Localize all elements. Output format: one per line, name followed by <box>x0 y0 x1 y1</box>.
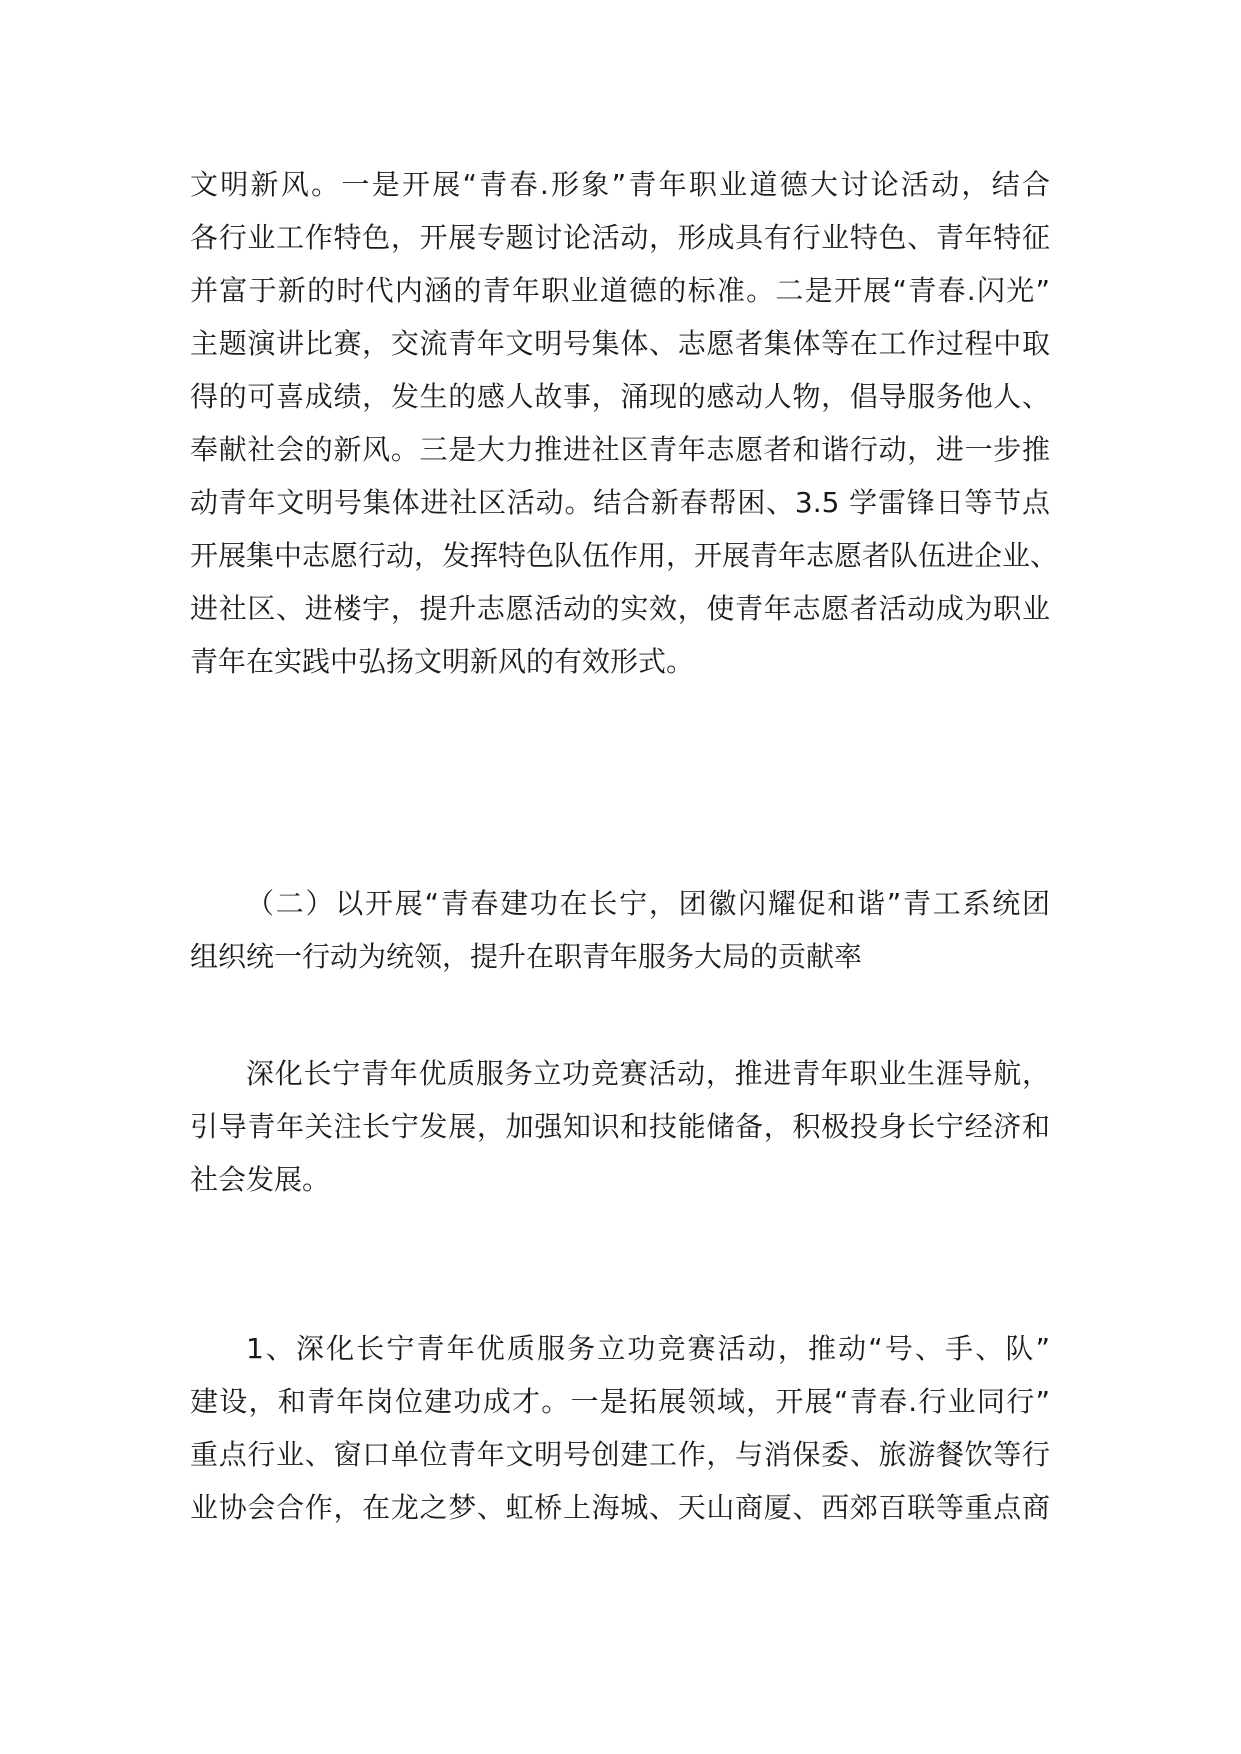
text-line: 开展集中志愿行动，发挥特色队伍作用，开展青年志愿者队伍进企业、 <box>190 539 1059 572</box>
text-line: 1、深化长宁青年优质服务立功竞赛活动，推动“号、手、队” <box>246 1332 1050 1365</box>
text-line: 组织统一行动为统领，提升在职青年服务大局的贡献率 <box>190 940 863 973</box>
paragraph-item-1 <box>190 1322 1050 1534</box>
text-line: 业协会合作，在龙之梦、虹桥上海城、天山商厦、西郊百联等重点商 <box>190 1491 1050 1524</box>
text-line: 文明新风。一是开展“青春.形象”青年职业道德大讨论活动，结合 <box>190 168 1050 201</box>
text-line: 并富于新的时代内涵的青年职业道德的标准。二是开展“青春.闪光” <box>190 274 1050 307</box>
text-line: 青年在实践中弘扬文明新风的有效形式。 <box>190 645 695 678</box>
text-line: 进社区、进楼宇，提升志愿活动的实效，使青年志愿者活动成为职业 <box>190 592 1050 625</box>
paragraph-service-competition <box>190 1047 1050 1206</box>
text-line: 各行业工作特色，开展专题讨论活动，形成具有行业特色、青年特征 <box>190 221 1050 254</box>
text-line: 引导青年关注长宁发展，加强知识和技能储备，积极投身长宁经济和 <box>190 1110 1050 1143</box>
text-line: 社会发展。 <box>190 1163 331 1196</box>
text-line: 重点行业、窗口单位青年文明号创建工作，与消保委、旅游餐饮等行 <box>190 1438 1050 1471</box>
paragraph-volunteer-activities <box>190 158 1059 688</box>
text-line: 主题演讲比赛，交流青年文明号集体、志愿者集体等在工作过程中取 <box>190 327 1050 360</box>
text-line: 得的可喜成绩，发生的感人故事，涌现的感动人物，倡导服务他人、 <box>190 380 1050 413</box>
text-line: 深化长宁青年优质服务立功竞赛活动，推进青年职业生涯导航， <box>246 1057 1050 1090</box>
text-line: 奉献社会的新风。三是大力推进社区青年志愿者和谐行动，进一步推 <box>190 433 1050 466</box>
text-line: 动青年文明号集体进社区活动。结合新春帮困、3.5 学雷锋日等节点 <box>190 486 1050 519</box>
text-line: （二）以开展“青春建功在长宁，团徽闪耀促和谐”青工系统团 <box>246 887 1050 920</box>
text-line: 建设，和青年岗位建功成才。一是拓展领域，开展“青春.行业同行” <box>190 1385 1050 1418</box>
section-heading-2 <box>190 877 1050 983</box>
